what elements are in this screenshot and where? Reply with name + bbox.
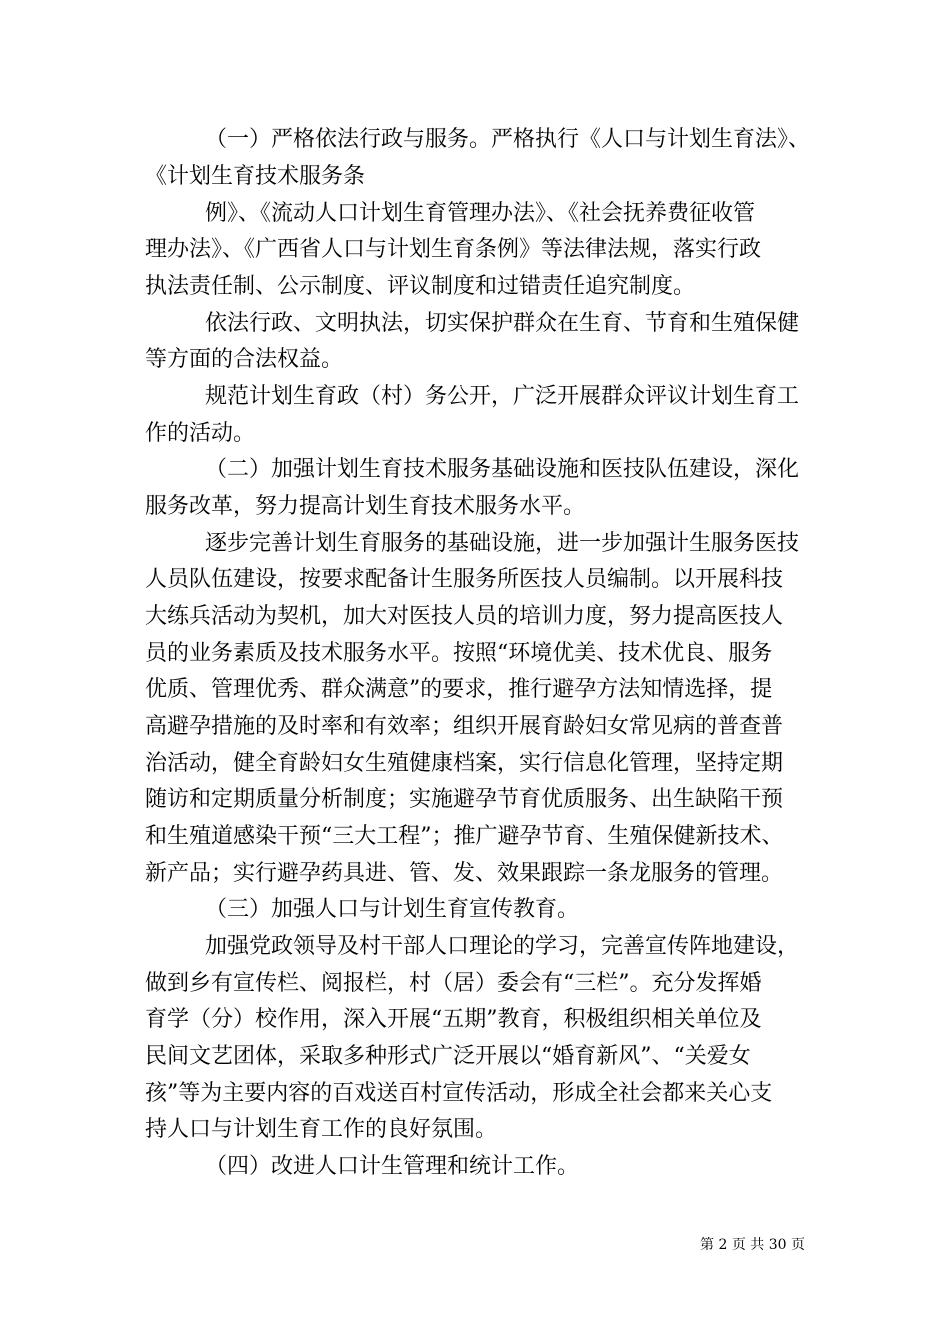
text-line: 依法行政、文明执法，切实保护群众在生育、节育和生殖保健 [205, 311, 800, 336]
text-line: （一）严格依法行政与服务。严格执行《人口与计划生育法》、 [205, 127, 811, 152]
text-line: 做到乡有宣传栏、阅报栏，村（居）委会有“三栏”。充分发挥婚 [145, 971, 762, 996]
text-line: 服务改革，努力提高计划生育技术服务水平。 [145, 494, 586, 519]
page-number: 第 2 页 共 30 页 [700, 1237, 805, 1253]
text-line: 新产品；实行避孕药具进、管、发、效果跟踪一条龙服务的管理。 [145, 861, 784, 886]
text-line: 执法责任制、公示制度、评议制度和过错责任追究制度。 [145, 274, 696, 299]
text-line: 和生殖道感染干预“三大工程”；推广避孕节育、生殖保健新技术、 [145, 824, 784, 849]
text-line: 高避孕措施的及时率和有效率；组织开展育龄妇女常见病的普查普 [145, 714, 784, 739]
text-line: 员的业务素质及技术服务水平。按照“环境优美、技术优良、服务 [145, 641, 773, 666]
text-line: （二）加强计划生育技术服务基础设施和医技队伍建设，深化 [205, 457, 800, 482]
text-line: 理办法》、《广西省人口与计划生育条例》等法律法规，落实行政 [145, 237, 762, 262]
text-line: 大练兵活动为契机，加大对医技人员的培训力度，努力提高医技人 [145, 604, 784, 629]
text-line: 规范计划生育政（村）务公开，广泛开展群众评议计划生育工 [205, 384, 800, 409]
text-line: 人员队伍建设，按要求配备计生服务所医技人员编制。以开展科技 [145, 567, 784, 592]
text-line: 治活动，健全育龄妇女生殖健康档案，实行信息化管理，坚持定期 [145, 751, 784, 776]
text-line: 等方面的合法权益。 [145, 347, 344, 372]
text-line: 加强党政领导及村干部人口理论的学习，完善宣传阵地建设， [205, 934, 800, 959]
text-line: 《计划生育技术服务条 [145, 164, 366, 189]
text-line: （三）加强人口与计划生育宣传教育。 [205, 897, 580, 922]
text-line: 民间文艺团体，采取多种形式广泛开展以“婚育新风”、“关爱女 [145, 1044, 751, 1069]
text-line: 逐步完善计划生育服务的基础设施，进一步加强计生服务医技 [205, 531, 800, 556]
text-line: 持人口与计划生育工作的良好氛围。 [145, 1117, 498, 1142]
text-line: 作的活动。 [145, 421, 256, 446]
text-line: 例》、《流动人口计划生育管理办法》、《社会抚养费征收管 [205, 201, 756, 226]
text-line: 优质、管理优秀、群众满意”的要求，推行避孕方法知情选择，提 [145, 677, 773, 702]
text-line: （四）改进人口计生管理和统计工作。 [205, 1154, 580, 1179]
text-line: 随访和定期质量分析制度；实施避孕节育优质服务、出生缺陷干预 [145, 787, 784, 812]
text-line: 孩”等为主要内容的百戏送百村宣传活动，形成全社会都来关心支 [145, 1081, 773, 1106]
text-line: 育学（分）校作用，深入开展“五期”教育，积极组织相关单位及 [145, 1007, 762, 1032]
